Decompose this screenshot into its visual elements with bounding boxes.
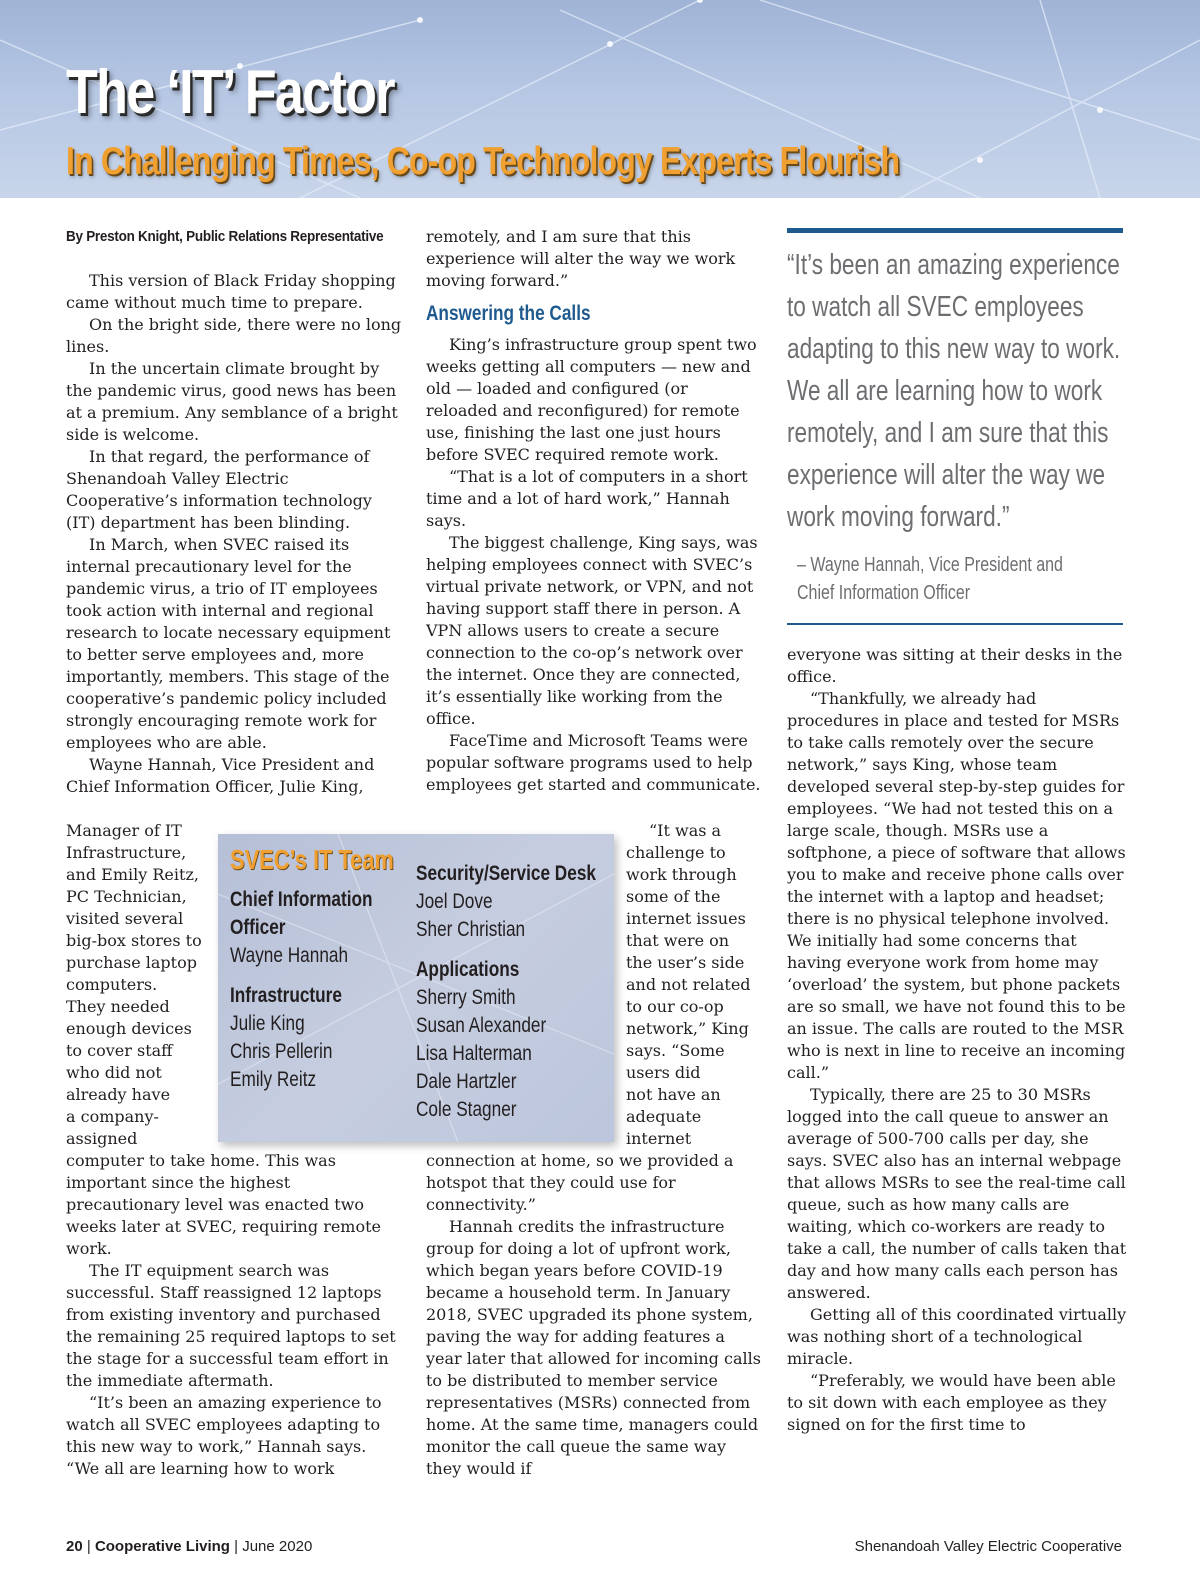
- group-heading: Security/Service Desk: [416, 862, 596, 885]
- text-line: computers.: [66, 975, 158, 994]
- it-team-sidebar: [218, 834, 614, 1142]
- paragraph: Hannah credits the infrastructure group for doing a lot of upfront work, which began years before COVID-19 became a household term. In January 2018, SVEC upgraded its phone system, paving the way for adding features a year later that allowed for incoming calls to be distributed to member service representatives (MSRs) connected from home. At the same time, managers could monitor the call queue the same way they would if: [426, 1217, 761, 1478]
- team-member-name: Julie King: [230, 1012, 305, 1035]
- footer-publisher: Shenandoah Valley Electric Cooperative: [854, 1538, 1122, 1555]
- text-line: internet issues: [626, 909, 746, 928]
- team-member-name: Lisa Halterman: [416, 1042, 532, 1065]
- paragraph: FaceTime and Microsoft Teams were popular software programs used to help employees get started and communicate.: [426, 731, 761, 794]
- paragraph: “It’s been an amazing experience to watch all SVEC employees adapting to this new way to work,” Hannah says. “We all are learning how to work: [66, 1393, 382, 1478]
- column-2: [426, 226, 764, 796]
- text-line: users did: [626, 1063, 701, 1082]
- paragraph: King’s infrastructure group spent two weeks getting all computers — new and old — loaded and configured (or reloaded and reconfigured) for remote use, finishing the last one just hours before SVEC required remote work.: [426, 335, 757, 464]
- pullquote: “It’s been an amazing experience to watch all SVEC employees adapting to this new way to work. We all are learning how to work remotely, and I am sure that this experience will alter the way we work moving forward.”: [787, 249, 1121, 533]
- paragraph: Wayne Hannah, Vice President and Chief Information Officer, Julie King,: [66, 755, 375, 796]
- text-line: work through: [626, 865, 737, 884]
- paragraph: everyone was sitting at their desks in the office.: [787, 645, 1123, 686]
- text-line: that were on: [626, 931, 730, 950]
- text-line: challenge to: [626, 843, 726, 862]
- text-line: purchase laptop: [66, 953, 197, 972]
- issue-date: June 2020: [242, 1538, 313, 1555]
- text-line: adequate: [626, 1107, 702, 1126]
- paragraph: computer to take home. This was important since the highest precautionary level was enacted two weeks later at SVEC, requiring remote work.: [66, 1151, 382, 1258]
- team-member-name: Sher Christian: [416, 918, 526, 941]
- column-1-wrap: [66, 820, 216, 1150]
- paragraph: In the uncertain climate brought by the pandemic virus, good news has been at a premium. Any semblance of a bright side is welcome.: [66, 359, 398, 444]
- text-line: and not related: [626, 975, 751, 994]
- separator: |: [234, 1538, 243, 1555]
- text-line: visited several: [66, 909, 184, 928]
- paragraph: Getting all of this coordinated virtually was nothing short of a technological miracle.: [787, 1305, 1127, 1368]
- text-line: to cover staff: [66, 1041, 173, 1060]
- paragraph: This version of Black Friday shopping came without much time to prepare.: [66, 271, 396, 312]
- text-line: They needed: [66, 997, 170, 1016]
- sidebar-title: SVEC’s IT Team: [230, 844, 394, 875]
- team-member-name: Cole Stagner: [416, 1098, 517, 1121]
- text-line: PC Technician,: [66, 887, 187, 906]
- team-member-name: Sherry Smith: [416, 986, 516, 1009]
- group-heading: Chief Information Officer: [230, 888, 373, 939]
- text-line: enough devices: [66, 1019, 192, 1038]
- text-line: a company-: [66, 1107, 159, 1126]
- column-2-wrap: [626, 820, 766, 1150]
- group-heading: Applications: [416, 958, 520, 981]
- text-line: the user’s side: [626, 953, 745, 972]
- paragraph: Typically, there are 25 to 30 MSRs logged into the call queue to answer an average of 500-700 calls per day, she says. SVEC also has an internal webpage that allows MSRs to see the real-time call queue, such as how many calls are waiting, which co-workers are ready to take a call, the number of calls taken that day and how many calls each person has answered.: [787, 1085, 1127, 1302]
- team-member-name: Chris Pellerin: [230, 1040, 333, 1063]
- article-title: The ‘IT’ Factor: [66, 58, 394, 127]
- paragraph: remotely, and I am sure that this experience will alter the way we work moving forward.”: [426, 227, 736, 290]
- section-heading: Answering the Calls: [426, 302, 591, 325]
- team-member-name: Emily Reitz: [230, 1068, 317, 1091]
- text-line: Manager of IT: [66, 821, 182, 840]
- text-line: to our co-op: [626, 997, 724, 1016]
- text-line: already have: [66, 1085, 171, 1104]
- pullquote-rule-bottom: [787, 623, 1123, 625]
- column-2-continued: [426, 1150, 764, 1480]
- paragraph: “Preferably, we would have been able to sit down with each employee as they signed on for the first time to: [787, 1371, 1116, 1434]
- text-line: not have an: [626, 1085, 721, 1104]
- footer-folio: [66, 1538, 312, 1555]
- pullquote-rule-top: [787, 228, 1123, 233]
- header-banner: [0, 0, 1200, 198]
- pullquote-attribution: – Wayne Hannah, Vice President and Chief Information Officer: [797, 554, 1063, 604]
- text-line: assigned: [66, 1129, 138, 1148]
- paragraph: The biggest challenge, King says, was helping employees connect with SVEC’s virtual private network, or VPN, and not having support staff there in person. A VPN allows users to create a secure connection to the co-op’s network over the internet. Once they are connected, it’s essentially like working from the office.: [426, 533, 758, 728]
- page-number: 20: [66, 1538, 83, 1555]
- paragraph: In that regard, the performance of Shenandoah Valley Electric Cooperative’s information technology (IT) department has been blinding.: [66, 447, 372, 532]
- magazine-name: Cooperative Living: [94, 1538, 230, 1555]
- column-1-continued: [66, 1150, 402, 1480]
- text-line: “It was a: [649, 821, 722, 840]
- paragraph: “That is a lot of computers in a short time and a lot of hard work,” Hannah says.: [426, 467, 748, 530]
- column-3: [787, 644, 1127, 1436]
- team-member-name: Dale Hartzler: [416, 1070, 517, 1093]
- text-line: Infrastructure,: [66, 843, 187, 862]
- text-line: some of the: [626, 887, 721, 906]
- paragraph: connection at home, so we provided a hotspot that they could use for connectivity.”: [426, 1151, 734, 1214]
- team-member-name: Joel Dove: [416, 890, 493, 913]
- separator: |: [86, 1538, 95, 1555]
- paragraph: On the bright side, there were no long lines.: [66, 315, 402, 356]
- article-subtitle: In Challenging Times, Co-op Technology Experts Flourish: [66, 140, 900, 183]
- paragraph: “Thankfully, we already had procedures in place and tested for MSRs to take calls remotely over the secure network,” says King, whose team developed several step-by-step guides for employees. “We had not tested this on a large scale, though. MSRs use a softphone, a piece of software that allows you to make and receive phone calls over the internet with a laptop and headset; there is no physical telephone involved. We initially had some concerns that having everyone work from home may ‘overload’ the system, but phone packets are so small, we have not found this to be an issue. The calls are routed to the MSR who is next in line to receive an incoming call.”: [787, 689, 1126, 1082]
- byline: By Preston Knight, Public Relations Representative: [66, 228, 384, 245]
- sidebar-left-column: [230, 886, 378, 1094]
- team-member-name: Susan Alexander: [416, 1014, 547, 1037]
- sidebar-right-column: [416, 860, 596, 1124]
- paragraph: In March, when SVEC raised its internal precautionary level for the pandemic virus, a trio of IT employees took action with internal and regional research to locate necessary equipment to better serve employees and, more importantly, members. This stage of the cooperative’s pandemic policy included strongly encouraging remote work for employees who are able.: [66, 535, 391, 752]
- text-line: and Emily Reitz,: [66, 865, 199, 884]
- column-1: [66, 226, 402, 798]
- text-line: big-box stores to: [66, 931, 202, 950]
- text-line: network,” King: [626, 1019, 749, 1038]
- group-heading: Infrastructure: [230, 984, 342, 1007]
- text-line: says. “Some: [626, 1041, 725, 1060]
- paragraph: The IT equipment search was successful. Staff reassigned 12 laptops from existing inventory and purchased the remaining 25 required laptops to set the stage for a successful team effort in the immediate aftermath.: [66, 1261, 396, 1390]
- team-member-name: Wayne Hannah: [230, 944, 349, 967]
- text-line: internet: [626, 1129, 692, 1148]
- text-line: who did not: [66, 1063, 162, 1082]
